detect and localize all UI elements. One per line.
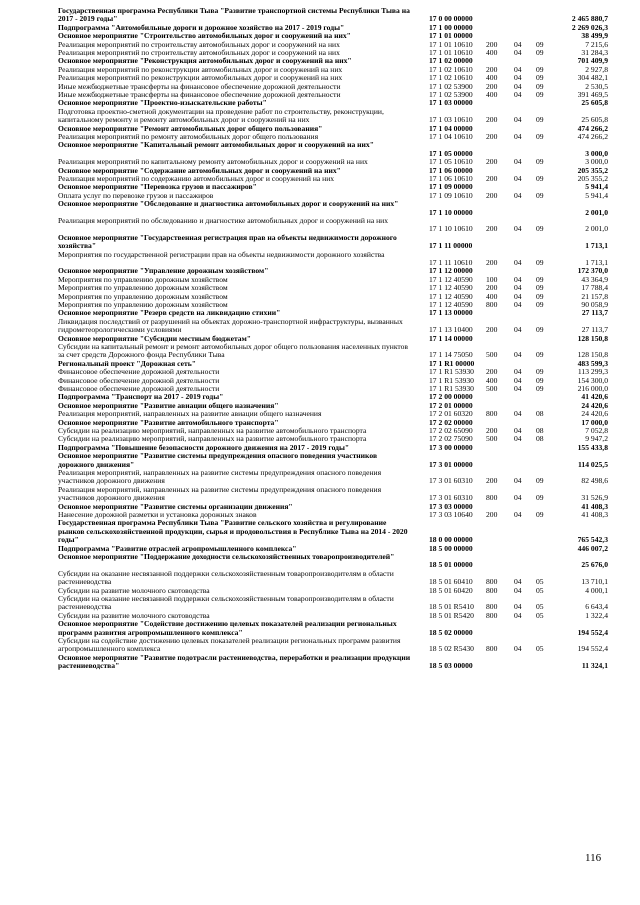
row-code: 17 2 02 65090 [429,426,473,435]
row-amount: 25 605,8 [581,98,608,108]
row-expense-type: 500 [486,434,498,444]
row-code: 17 1 12 40590 [429,274,473,284]
row-name: Государственная программа Республики Тыва "Развитие сельского хозяйства и регулирование рынков сельскохозяйственной продукции, сырья и продовольствия в Республике Тыва на 2014 - 2020 годы" [58,518,408,545]
row-section: 04 [514,577,522,587]
row-section: 04 [514,73,522,83]
row-amount: 154 300,0 [577,375,608,385]
row-code: 17 1 01 10610 [429,39,473,49]
row-code: 17 1 05 10610 [429,157,473,167]
row-name: Подпрограмма "Автомобильные дороги и дорожное хозяйство на 2017 - 2019 годы" [58,22,345,32]
row-name: Иные межбюджетные трансферты на финансовое обеспечение дорожной деятельности [58,81,341,91]
row-amount: 82 498,6 [581,476,608,486]
row-amount: 9 947,2 [585,434,608,444]
row-subsection: 08 [536,434,544,444]
row-name: Основное мероприятие "Капитальный ремонт автомобильных дорог и сооружений на них" [58,140,374,150]
row-section: 04 [514,174,522,183]
row-amount: 304 482,1 [577,73,608,83]
row-amount: 5 941,4 [585,182,608,192]
row-section: 04 [514,325,522,335]
row-code: 17 2 02 75090 [429,434,473,444]
row-code: 17 1 02 00000 [429,56,473,66]
row-name: Субсидии на оказание несвязанной поддержки сельскохозяйственным товаропроизводителям в области растениеводства [58,568,394,587]
row-code: 18 0 00 00000 [429,535,473,545]
row-amount: 7 052,8 [585,426,608,435]
row-code: 17 1 R1 53930 [429,384,474,393]
row-subsection: 08 [536,409,544,419]
row-code: 17 1 R1 53930 [429,367,474,377]
row-code: 17 1 01 00000 [429,31,473,41]
row-subsection: 09 [536,64,544,74]
row-name: Реализация мероприятий по ремонту автомобильных дорог общего пользования [58,132,319,141]
row-amount: 24 420,6 [581,409,608,419]
row-code: 17 1 14 00000 [429,333,473,343]
row-code: 18 5 03 00000 [429,661,473,671]
row-name: Основное мероприятие "Государственная регистрация прав на объекты недвижимости дорожного хозяйства" [58,232,397,251]
row-name: Основное мероприятие "Строительство автомобильных дорог и сооружений на них" [58,31,351,41]
row-expense-type: 200 [486,190,498,200]
row-amount: 11 324,1 [581,661,608,671]
row-code: 18 5 01 60410 [429,577,473,587]
row-amount: 41 408,3 [581,501,608,511]
row-subsection: 09 [536,493,544,503]
row-name: Основное мероприятие "Содержание автомобильных дорог и сооружений на них" [58,165,341,175]
row-code: 17 2 01 60320 [429,409,473,419]
row-amount: 27 113,7 [581,325,608,335]
row-name: Субсидии на содействие достижению целевых показателей реализации региональных программ развития агропромышленного комплекса [58,636,401,654]
row-section: 04 [514,291,522,301]
row-amount: 194 552,4 [577,644,608,654]
row-section: 04 [514,300,522,309]
row-subsection: 09 [536,157,544,167]
row-code: 17 1 06 10610 [429,174,473,183]
row-expense-type: 800 [486,610,498,620]
row-section: 04 [514,283,522,293]
row-section: 04 [514,426,522,435]
row-name: Основное мероприятие "Содействие достижению целевых показателей реализации региональных программ развития агропромышленного комплекса" [58,619,397,637]
row-section: 04 [514,384,522,393]
row-code: 17 1 11 00000 [429,241,473,251]
row-amount: 24 420,6 [581,400,608,410]
row-code: 17 1 02 10610 [429,73,473,83]
row-amount: 2 530,5 [585,81,608,91]
row-expense-type: 800 [486,585,498,595]
row-amount: 7 215,6 [585,39,608,49]
row-expense-type: 200 [486,115,498,125]
row-section: 04 [514,602,522,612]
row-subsection: 09 [536,39,544,49]
row-amount: 474 266,2 [577,132,608,141]
row-section: 04 [514,510,522,519]
row-amount: 5 941,4 [585,190,608,200]
row-subsection: 09 [536,257,544,267]
row-amount: 2 001,0 [585,224,608,234]
row-subsection: 05 [536,585,544,595]
row-expense-type: 200 [486,283,498,293]
row-amount: 446 007,2 [577,543,608,553]
row-name: Основное мероприятие "Поддержание доходности сельскохозяйственных товаропроизводителей" [58,552,395,561]
row-expense-type: 200 [486,39,498,49]
row-section: 04 [514,367,522,377]
row-amount: 3 000,0 [585,157,608,167]
row-amount: 31 526,9 [581,493,608,503]
row-section: 04 [514,493,522,503]
row-code: 17 1 12 40590 [429,300,473,309]
row-amount: 17 000,0 [581,417,608,427]
row-code: 17 3 01 60310 [429,493,473,503]
row-code: 17 1 06 00000 [429,165,473,175]
row-code: 17 1 R1 00000 [429,358,475,368]
row-section: 04 [514,39,522,49]
row-code: 17 3 01 60310 [429,476,473,486]
row-section: 04 [514,274,522,284]
row-section: 04 [514,585,522,595]
row-expense-type: 400 [486,90,498,99]
row-expense-type: 200 [486,132,498,141]
row-code: 17 1 02 10610 [429,64,473,74]
row-expense-type: 200 [486,64,498,74]
row-code: 17 1 13 00000 [429,308,473,318]
row-code: 17 3 01 00000 [429,459,473,469]
row-name: Нанесение дорожной разметки и установка дорожных знаков [58,510,257,519]
row-name: Реализация мероприятий, направленных на развитие системы предупреждения опасного поведения участников дорожного движения [58,484,382,503]
row-section: 04 [514,610,522,620]
row-amount: 155 433,8 [577,442,608,452]
row-amount: 1 713,1 [585,241,608,251]
row-expense-type: 400 [486,48,498,57]
row-amount: 2 001,0 [585,207,608,217]
row-code: 17 1 12 40590 [429,283,473,293]
row-expense-type: 200 [486,367,498,377]
row-code: 18 5 01 60420 [429,585,473,595]
row-amount: 27 113,7 [581,308,608,318]
row-amount: 194 552,4 [577,627,608,637]
row-expense-type: 800 [486,602,498,612]
row-name: Мероприятия по управлению дорожным хозяйством [58,300,228,309]
row-name: Основное мероприятие "Резерв средств на ликвидацию стихии" [58,308,281,318]
row-code: 17 3 03 00000 [429,501,473,511]
row-code: 17 1 03 10610 [429,115,473,125]
row-code: 17 1 10 00000 [429,207,473,217]
row-name: Иные межбюджетные трансферты на финансовое обеспечение дорожной деятельности [58,90,341,99]
row-name: Реализация мероприятий по обследованию и диагностике автомобильных дорог и сооружений на них [58,216,389,225]
row-name: Основное мероприятие "Обследование и диагностика автомобильных дорог и сооружений на них" [58,199,399,209]
row-section: 04 [514,434,522,444]
row-subsection: 09 [536,476,544,486]
row-section: 04 [514,224,522,234]
row-name: Реализация мероприятий по строительству автомобильных дорог и сооружений на них [58,39,340,49]
row-name: Основное мероприятие "Реконструкция автомобильных дорог и сооружений на них" [58,56,352,66]
row-code: 17 1 02 53900 [429,81,473,91]
row-name: Основное мероприятие "Развитие подотрасли растениеводства, переработки и реализации продукции растениеводства" [58,652,411,671]
row-section: 04 [514,409,522,419]
row-expense-type: 200 [486,510,498,519]
row-expense-type: 200 [486,257,498,267]
row-amount: 2 269 026,3 [571,22,608,32]
row-subsection: 09 [536,274,544,284]
row-name: Мероприятия по управлению дорожным хозяйством [58,283,228,293]
row-code: 17 1 01 10610 [429,48,473,57]
row-expense-type: 400 [486,375,498,385]
row-amount: 41 408,3 [581,510,608,519]
row-amount: 765 542,3 [577,535,608,545]
row-amount: 172 370,0 [577,266,608,276]
row-name: Основное мероприятие "Развитие системы предупреждения опасного поведения участников дорожного движения" [58,451,378,469]
row-section: 04 [514,350,522,360]
row-amount: 1 322,4 [585,610,608,620]
row-expense-type: 200 [486,426,498,435]
row-subsection: 09 [536,350,544,360]
row-amount: 38 499,9 [581,31,608,41]
row-amount: 483 599,3 [577,358,608,368]
row-code: 17 0 00 00000 [429,14,473,24]
row-name: Субсидии на развитие молочного скотоводства [58,585,210,595]
row-amount: 25 676,0 [581,560,608,570]
row-code: 17 3 03 10640 [429,510,473,519]
row-section: 04 [514,157,522,167]
row-expense-type: 400 [486,291,498,301]
row-section: 04 [514,64,522,74]
row-section: 04 [514,375,522,385]
row-code: 18 5 01 00000 [429,560,473,570]
row-subsection: 09 [536,190,544,200]
row-expense-type: 500 [486,350,498,360]
row-amount: 2 465 880,7 [571,14,608,24]
row-section: 04 [514,115,522,125]
row-subsection: 09 [536,300,544,309]
row-section: 04 [514,644,522,654]
row-code: 17 1 12 40590 [429,291,473,301]
row-name: Реализация мероприятий по реконструкции автомобильных дорог и сооружений на них [58,73,343,83]
row-name: Мероприятия по управлению дорожным хозяйством [58,274,228,284]
row-amount: 2 927,8 [585,64,608,74]
row-code: 17 1 04 10610 [429,132,473,141]
row-section: 04 [514,132,522,141]
row-subsection: 09 [536,73,544,83]
row-amount: 21 157,8 [581,291,608,301]
row-name: Подготовка проектно-сметной документации на проведение работ по строительству, реконструкции, капитальному ремонту и ремонту автомобильных дорог и сооружений на них [58,106,384,125]
row-name: Реализация мероприятий по реконструкции автомобильных дорог и сооружений на них [58,64,343,74]
page-number: 116 [585,852,602,864]
row-section: 04 [514,257,522,267]
row-name: Основное мероприятие "Субсидии местным бюджетам" [58,333,251,343]
row-subsection: 09 [536,174,544,183]
row-expense-type: 500 [486,384,498,393]
row-amount: 3 000,0 [585,148,608,158]
row-name: Основное мероприятие "Развитие системы организации движения" [58,501,293,511]
row-expense-type: 200 [486,157,498,167]
row-name: Субсидии на реализацию мероприятий, направленных на развитие автомобильного транспорта [58,434,367,444]
row-amount: 31 284,3 [581,48,608,57]
row-name: Основное мероприятие "Перевозка грузов и пассажиров" [58,182,257,192]
row-code: 17 2 00 00000 [429,392,473,402]
row-amount: 1 713,1 [585,257,608,267]
row-code: 18 5 02 00000 [429,627,473,637]
row-name: Финансовое обеспечение дорожной деятельности [58,384,220,393]
row-name: Реализация мероприятий по капитальному ремонту автомобильных дорог и сооружений на них [58,157,368,167]
row-name: Субсидии на реализацию мероприятий, направленных на развитие автомобильного транспорта [58,426,367,435]
row-subsection: 09 [536,115,544,125]
row-expense-type: 200 [486,476,498,486]
row-expense-type: 800 [486,409,498,419]
row-amount: 114 025,5 [578,459,608,469]
row-amount: 391 469,5 [577,90,608,99]
row-amount: 25 605,8 [581,115,608,125]
row-expense-type: 200 [486,81,498,91]
row-name: Ликвидация последствий от разрушений на объектах дорожно-транспортной инфраструктуры, вызванных гидрометеорологическими условиями [58,316,403,335]
row-amount: 205 355,2 [577,165,608,175]
row-amount: 701 409,9 [577,56,608,66]
row-subsection: 09 [536,375,544,385]
row-code: 17 1 12 00000 [429,266,473,276]
row-name: Региональный проект "Дорожная сеть" [58,358,196,368]
row-name: Подпрограмма "Развитие отраслей агропромышленного комплекса" [58,543,297,553]
row-expense-type: 100 [486,274,498,284]
row-code: 18 5 00 00000 [429,543,473,553]
row-code: 17 1 00 00000 [429,22,473,32]
row-name: Государственная программа Республики Тыва "Развитие транспортной системы Республики Тыва на 2017 - 2019 годы" [58,6,410,24]
row-code: 17 3 00 00000 [429,442,473,452]
row-expense-type: 200 [486,224,498,234]
row-code: 17 1 14 75050 [429,350,473,360]
row-name: Мероприятия по государственной регистрации прав на объекты недвижимости дорожного хозяйства [58,249,385,259]
row-amount: 205 355,2 [577,174,608,183]
row-subsection: 09 [536,510,544,519]
row-amount: 113 299,3 [577,367,608,377]
row-subsection: 05 [536,602,544,612]
row-name: Субсидии на оказание несвязанной поддержки сельскохозяйственным товаропроизводителям в области растениеводства [58,594,394,612]
row-subsection: 08 [536,426,544,435]
row-subsection: 05 [536,610,544,620]
row-code: 17 1 09 10610 [429,190,473,200]
row-section: 04 [514,190,522,200]
row-amount: 6 643,4 [585,602,608,612]
row-expense-type: 800 [486,577,498,587]
row-code: 17 1 10 10610 [429,224,473,234]
row-name: Реализация мероприятий по содержанию автомобильных дорог и сооружений на них [58,174,335,183]
row-name: Мероприятия по управлению дорожным хозяйством [58,291,228,301]
row-section: 04 [514,81,522,91]
row-name: Основное мероприятие "Развитие авиации общего назначения" [58,400,279,410]
row-subsection: 09 [536,48,544,57]
row-amount: 17 788,4 [581,283,608,293]
row-code: 17 1 02 53900 [429,90,473,99]
row-code: 17 2 01 00000 [429,400,473,410]
row-code: 17 1 R1 53930 [429,375,474,385]
row-expense-type: 200 [486,325,498,335]
row-name: Реализация мероприятий, направленных на развитие системы предупреждения опасного поведения участников дорожного движения [58,468,382,486]
row-code: 17 1 05 00000 [429,148,473,158]
row-name: Основное мероприятие "Развитие автомобильного транспорта" [58,417,279,427]
row-name: Финансовое обеспечение дорожной деятельности [58,375,220,385]
row-code: 18 5 01 R5420 [429,610,474,620]
row-amount: 474 266,2 [577,123,608,133]
row-subsection: 09 [536,367,544,377]
row-name: Подпрограмма "Повышение безопасности дорожного движения на 2017 - 2019 годы" [58,442,350,452]
row-amount: 128 150,8 [577,350,608,360]
row-section: 04 [514,476,522,486]
row-name: Субсидии на капитальный ремонт и ремонт автомобильных дорог общего пользования населенных пунктов за счет средств Дорожного фонда Республики Тыва [58,342,409,360]
row-expense-type: 400 [486,73,498,83]
row-expense-type: 800 [486,300,498,309]
row-code: 17 1 04 00000 [429,123,473,133]
row-amount: 43 364,9 [581,274,608,284]
row-section: 04 [514,48,522,57]
row-amount: 41 420,6 [581,392,608,402]
row-name: Основное мероприятие "Проектно-изыскательские работы" [58,98,267,108]
row-subsection: 09 [536,384,544,393]
row-name: Оплата услуг по перевозке грузов и пассажиров [58,190,214,200]
row-amount: 128 150,8 [577,333,608,343]
row-code: 18 5 02 R5430 [429,644,474,654]
row-section: 04 [514,90,522,99]
row-expense-type: 800 [486,644,498,654]
row-subsection: 09 [536,224,544,234]
row-amount: 4 000,1 [585,585,608,595]
row-subsection: 09 [536,90,544,99]
row-name: Подпрограмма "Транспорт на 2017 - 2019 годы" [58,392,224,402]
row-code: 17 1 03 00000 [429,98,473,108]
row-expense-type: 200 [486,174,498,183]
row-name: Реализация мероприятий по строительству автомобильных дорог и сооружений на них [58,48,340,57]
row-subsection: 09 [536,291,544,301]
row-code: 17 1 11 10610 [429,257,473,267]
row-amount: 216 000,0 [577,384,608,393]
row-subsection: 09 [536,325,544,335]
row-code: 17 1 13 10400 [429,325,473,335]
row-name: Субсидии на развитие молочного скотоводства [58,610,210,620]
row-expense-type: 800 [486,493,498,503]
row-subsection: 09 [536,81,544,91]
row-name: Реализация мероприятий, направленных на развитие авиации общего назначения [58,409,322,419]
row-subsection: 05 [536,644,544,654]
row-name: Основное мероприятие "Управление дорожным хозяйством" [58,266,269,276]
row-amount: 13 710,1 [581,577,608,587]
row-subsection: 09 [536,132,544,141]
row-code: 17 1 09 00000 [429,182,473,192]
row-subsection: 09 [536,283,544,293]
row-code: 17 2 02 00000 [429,417,473,427]
row-code: 18 5 01 R5410 [429,602,474,612]
row-subsection: 05 [536,577,544,587]
row-name: Финансовое обеспечение дорожной деятельности [58,367,220,377]
row-amount: 90 058,9 [581,300,608,309]
row-name: Основное мероприятие "Ремонт автомобильных дорог общего пользования" [58,123,323,133]
